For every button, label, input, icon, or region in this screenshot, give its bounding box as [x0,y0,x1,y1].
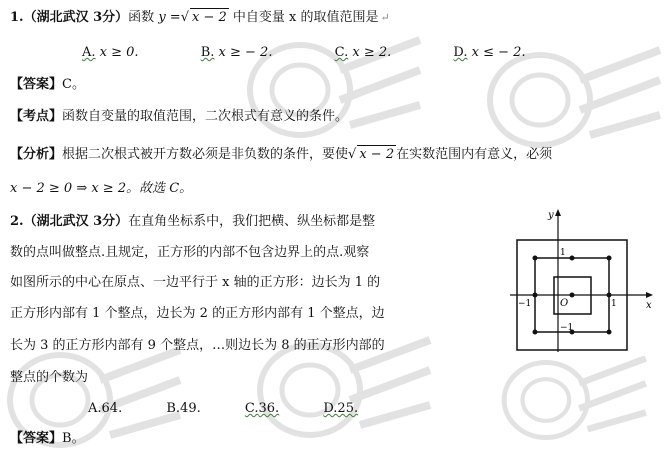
q1-source: （湖北武汉 3分） [23,10,129,25]
answer-value: B。 [62,431,85,446]
origin-label: O [560,298,569,309]
fenxi-text-a: 根据二次根式被开方数必须是非负数的条件，要使 [62,147,349,162]
q1-stem [10,8,390,27]
tick-1-right: 1 [611,299,617,309]
q1-fenxi [10,145,552,164]
x-axis-label: x [646,300,652,311]
kaodian-tag: 【考点】 [10,109,63,124]
q2-stem-line-4: 正方形内部有 1 个整点，边长为 2 的正方形内部有 1 个整点，边 [10,306,385,321]
q2-source: （湖北武汉 3分） [23,214,129,229]
fenxi-text-c: x − 2 ≥ 0 ⇒ x ≥ 2。故选 C。 [10,181,193,196]
q2-option-d: D.25. [323,401,359,416]
answer-tag: 【答案】 [10,431,63,446]
q1-kaodian [10,108,348,126]
q2-options [88,400,358,418]
q1-options [82,44,526,62]
answer-value: C。 [62,77,85,92]
q1-option-d: D. x ≤ − 2. [453,45,526,60]
fenxi-text-b: 在实数范围内有意义，必须 [396,147,553,162]
fenxi-radicand: x − 2 [359,147,395,162]
q1-option-c: C. x ≥ 2. [334,45,392,60]
q2-answer [10,430,85,448]
kaodian-text: 函数自变量的取值范围，二次根式有意义的条件。 [62,109,349,124]
sqrt-sign: √ [348,147,357,162]
tick-neg1-left: −1 [518,299,532,309]
q2-stem-line-3: 如图所示的中心在原点、一边平行于 x 轴的正方形：边长为 1 的 [10,275,381,290]
q2-option-c: C.36. [244,401,280,416]
q2-stem-line-1 [10,213,375,231]
q1-radicand: x − 2 [191,10,227,25]
q2-text: 在直角坐标系中，我们把横、纵坐标都是整 [128,214,376,229]
q2-number: 2. [10,214,24,229]
q1-fenxi-cont [10,180,192,198]
q1-text-post: 中自变量 x 的取值范围是 [232,10,379,25]
fenxi-tag: 【分析】 [10,147,63,162]
q2-option-b: B.49. [166,401,201,416]
q1-option-b: B. x ≥ − 2. [200,45,273,60]
q1-number: 1. [10,10,24,25]
answer-tag: 【答案】 [10,77,63,92]
tick-neg1-bottom: −1 [560,323,574,333]
nested-squares-figure [508,206,658,356]
tick-1-top: 1 [560,248,566,258]
q1-option-a: A. x ≥ 0. [82,45,139,60]
q2-option-a: A.64. [88,401,123,416]
q2-stem-line-2: 数的点叫做整点.且规定，正方形的内部不包含边界上的点.观察 [10,245,370,260]
y-axis-label: y [548,210,554,221]
q1-answer [10,76,85,94]
q1-func: y = [158,10,181,25]
watermark-logo [480,350,670,450]
q1-text-pre: 函数 [128,10,155,25]
q2-stem-line-5: 长为 3 的正方形内部有 9 个整点，…则边长为 8 的正方形内部的 [10,338,385,353]
return-mark: ↵ [380,11,390,24]
sqrt-sign: √ [180,10,189,25]
q2-stem-line-6: 整点的个数为 [10,370,89,385]
